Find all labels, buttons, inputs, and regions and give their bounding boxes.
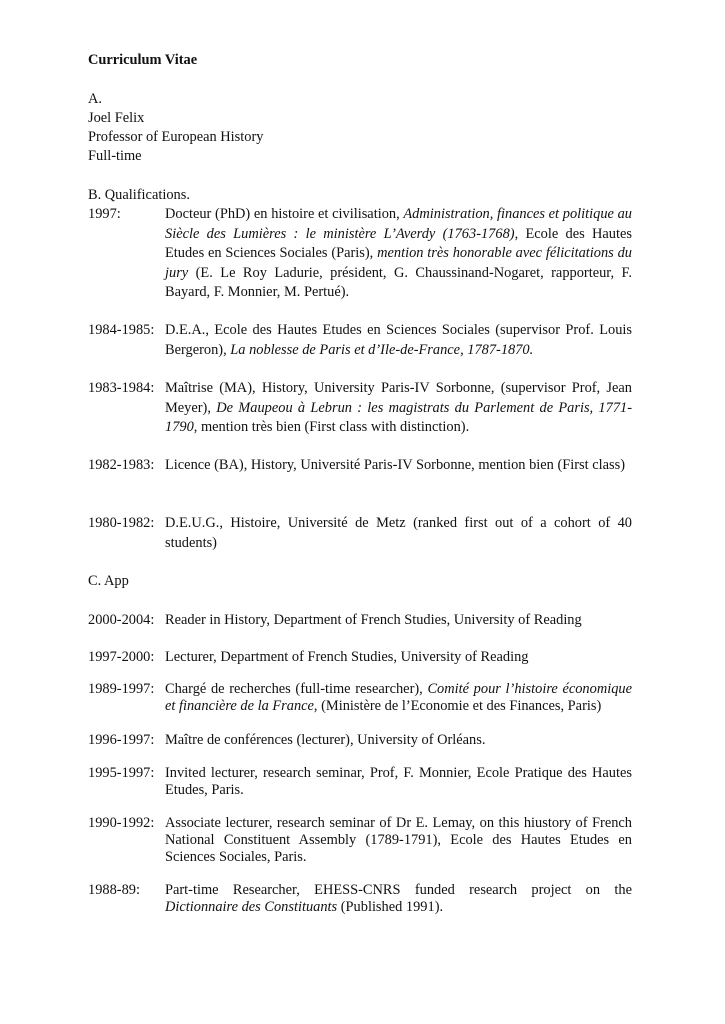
entry-text: (Published 1991). [337, 899, 444, 915]
entry-text: Reader in History, Department of French Studies, University of Reading [165, 612, 582, 628]
entry-italic-title: De Maupeou à Lebrun : les magistrats du Parlement de Paris, 1771-1790 [165, 399, 632, 435]
entry-text: Docteur (PhD) en histoire et civilisation, [165, 206, 404, 222]
entry-date: 1980-1982: [88, 515, 155, 531]
entry-date: 1982-1983: [88, 457, 155, 473]
entry-date: 1990-1992: [88, 815, 155, 831]
entry-date: 2000-2004: [88, 612, 155, 628]
section-c-heading: C. App [88, 573, 129, 589]
entry-text: Part-time Researcher, EHESS-CNRS funded research project on the [165, 882, 632, 898]
entry-italic-title: mention très honorable avec félicitations du jury [165, 245, 632, 281]
entry-text: Lecturer, Department of French Studies, University of Reading [165, 649, 529, 665]
entry-description [165, 379, 632, 438]
entry-text: Associate lecturer, research seminar of Dr E. Lemay, on this hiustory of French National Constituent Assembly (1789-1791), Ecole des Hautes Etudes en Sciences Sociales, Paris. [165, 815, 632, 865]
section-b-heading: B. Qualifications. [88, 187, 190, 203]
entry-text: (E. Le Roy Ladurie, président, G. Chaussinand-Nogaret, rapporteur, F. Bayard, F. Monnier, M. Pertué). [165, 264, 632, 300]
qualification-entry [88, 379, 632, 438]
qualification-entry [88, 456, 632, 476]
entry-description [165, 611, 632, 631]
appointment-entry [88, 765, 632, 799]
qualification-entry [88, 321, 632, 360]
qualification-entry [88, 205, 632, 303]
entry-description [165, 514, 632, 553]
entry-description [165, 765, 632, 799]
entry-description [165, 681, 632, 715]
entry-text: , mention très bien (First class with distinction). [193, 419, 470, 435]
appointment-entry [88, 648, 632, 668]
appointment-entry [88, 815, 632, 866]
appointment-entry [88, 681, 632, 715]
entry-text: Maître de conférences (lecturer), University of Orléans. [165, 732, 486, 748]
entry-description [165, 205, 632, 303]
entry-text: Chargé de recherches (full-time researcher), [165, 681, 428, 697]
appointment-entry [88, 611, 632, 631]
qualification-entry [88, 514, 632, 553]
entry-italic-title: La noblesse de Paris et d’Ile-de-France, 1787-1870. [230, 341, 534, 358]
entry-italic-title: Dictionnaire des Constituants [165, 899, 338, 915]
entry-description [165, 321, 632, 360]
document-title: Curriculum Vitae [88, 52, 198, 68]
entry-italic-title: Administration, finances et politique au Siècle des Lumières : le ministère L’Averdy (1763-1768) [165, 206, 632, 242]
entry-text: , Ecole des Hautes Etudes en Sciences Sociales (Paris), [165, 225, 632, 261]
employment-status: Full-time [88, 148, 142, 164]
entry-date: 1989-1997: [88, 681, 155, 697]
entry-italic-title: Comité pour l’histoire économique et financière de la France [165, 681, 632, 714]
entry-text: , (Ministère de l’Economie et des Finances, Paris) [313, 698, 602, 714]
entry-date: 1988-89: [88, 882, 140, 898]
entry-date: 1984-1985: [88, 322, 155, 338]
entry-text: Licence (BA), History, Université Paris-IV Sorbonne, mention bien (First class) [165, 457, 626, 473]
entry-description [165, 731, 632, 751]
entry-date: 1996-1997: [88, 732, 155, 748]
entry-text: Maîtrise (MA), History, University Paris-IV Sorbonne, (supervisor Prof, Jean Meyer), [165, 380, 632, 416]
entry-date: 1983-1984: [88, 380, 155, 396]
entry-description [165, 815, 632, 866]
person-position: Professor of European History [88, 129, 264, 145]
entry-date: 1997-2000: [88, 649, 155, 665]
entry-description [165, 648, 632, 668]
appointment-entry [88, 731, 632, 751]
entry-text: Invited lecturer, research seminar, Prof, F. Monnier, Ecole Pratique des Hautes Etudes, Paris. [165, 765, 632, 798]
entry-text: D.E.A., Ecole des Hautes Etudes en Sciences Sociales (supervisor Prof. Louis Bergeron), [165, 322, 632, 358]
section-a-heading: A. [88, 91, 102, 107]
entry-description [165, 882, 632, 916]
entry-date: 1995-1997: [88, 765, 155, 781]
entry-date: 1997: [88, 206, 121, 222]
person-name: Joel Felix [88, 110, 145, 126]
entry-text: D.E.U.G., Histoire, Université de Metz (ranked first out of a cohort of 40 students) [165, 515, 632, 551]
entry-description [165, 456, 632, 476]
appointment-entry [88, 882, 632, 916]
